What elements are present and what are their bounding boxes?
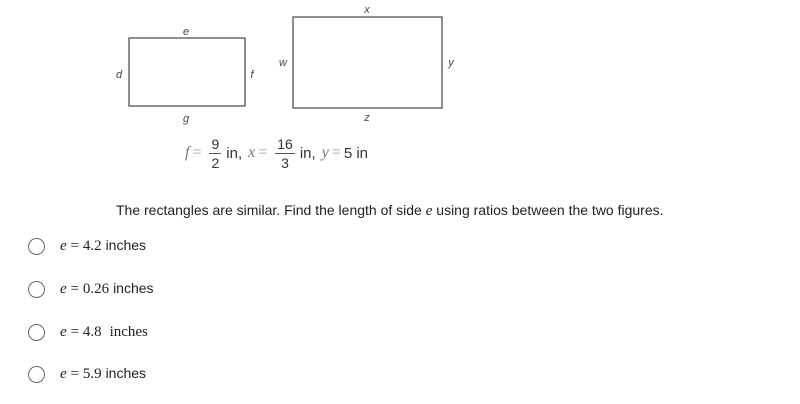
label-z: z (364, 112, 370, 124)
question-part-2: using ratios between the two figures. (436, 202, 664, 218)
unit-text: in, (299, 144, 316, 162)
equals-sign: = (331, 144, 341, 161)
question-part-1: The rectangles are similar. Find the length of side (116, 202, 422, 218)
radio-button[interactable] (28, 324, 45, 341)
equals-sign: = (192, 144, 202, 161)
radio-button[interactable] (28, 366, 45, 383)
answer-option[interactable] (28, 323, 148, 341)
option-label: e = 4.2 inches (60, 237, 147, 254)
option-label: e = 0.26 inches (60, 280, 154, 297)
similar-rectangles-figure (0, 0, 800, 185)
f-denominator: 2 (211, 154, 220, 171)
label-f: f (250, 69, 254, 81)
label-e: e (182, 26, 190, 38)
answer-option[interactable] (28, 237, 146, 255)
f-numerator: 9 (211, 135, 220, 152)
answer-option[interactable] (28, 280, 154, 298)
equals-sign: = (258, 144, 268, 161)
y-value: 5 in (343, 144, 369, 162)
label-g: g (182, 113, 190, 125)
small-rectangle (129, 38, 245, 106)
question-variable: e (425, 203, 433, 219)
option-label: e = 5.9 inches (60, 365, 147, 382)
f-variable: f (185, 144, 190, 161)
radio-button[interactable] (28, 281, 45, 298)
y-variable: y (321, 144, 329, 161)
x-denominator: 3 (281, 154, 289, 171)
label-w: w (279, 57, 287, 69)
given-values (185, 133, 370, 173)
radio-button[interactable] (28, 238, 45, 255)
large-rectangle (293, 17, 442, 108)
unit-text: in, (226, 144, 243, 162)
label-d: d (115, 69, 123, 81)
x-fraction (275, 137, 295, 170)
label-x: x (364, 4, 370, 16)
question-text (116, 202, 664, 220)
x-variable: x (248, 144, 256, 161)
option-label: e = 4.8 inches (60, 324, 148, 340)
label-y: y (448, 57, 454, 69)
answer-option[interactable] (28, 365, 146, 383)
f-fraction (209, 137, 221, 170)
x-numerator: 16 (277, 135, 293, 152)
